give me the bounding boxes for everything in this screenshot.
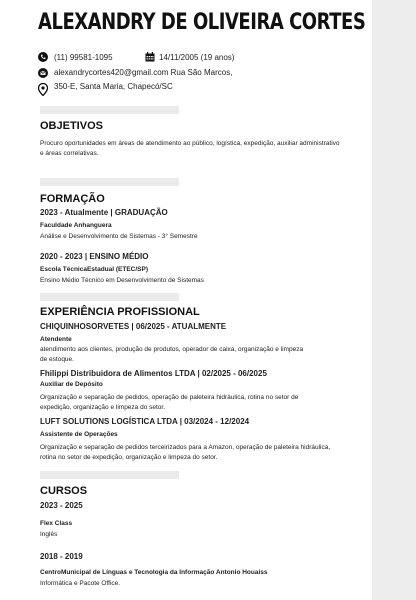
objetivos-text: Procuro oportunidades em áreas de atendimento ao público, logística, expedição, auxiliar administrativo e áreas correlativas.: [40, 140, 340, 157]
curso-name: Flex Class: [40, 520, 73, 527]
side-panel: [372, 0, 416, 600]
job-description: Organização e separação de pedidos, operação de paleteira hidráulica, rotina no setor de expedição, organização e limpeza do setor.: [40, 394, 299, 411]
formacao-course: Análise e Desenvolvimento de Sistemas - 3° Semestre: [40, 233, 198, 240]
birth-text: 14/11/2005 (19 anos): [159, 53, 235, 62]
job-header: LUFT SOLUTIONS LOGÍSTICA LTDA | 03/2024 - 12/2024: [40, 417, 250, 426]
calendar-icon: [145, 52, 155, 62]
phone-text: (11) 99581-1095: [54, 53, 113, 62]
curso-description: Inglês: [40, 531, 58, 538]
formacao-period: 2020 - 2023 | ENSINO MÉDIO: [40, 252, 149, 261]
formacao-period: 2023 - Atualmente | GRADUAÇÃO: [40, 208, 168, 217]
section-divider: [40, 178, 179, 186]
address-text: 350-E, Santa Maria, Chapecó/SC: [54, 82, 173, 91]
curso-period: 2023 - 2025: [40, 501, 83, 510]
formacao-title: FORMAÇÃO: [40, 193, 105, 205]
cursos-title: CURSOS: [40, 485, 88, 497]
section-divider: [40, 106, 179, 114]
job-role: Auxiliar de Depósito: [40, 381, 103, 388]
job-description: Organização e separação de pedidos terceirizados para a Amazon, operação de paleteira hidráulica, rotina no setor de expedição, organização e limpeza do setor.: [40, 444, 331, 461]
mail-icon: [38, 68, 48, 78]
section-divider: [40, 471, 179, 479]
curso-period: 2018 - 2019: [40, 552, 83, 561]
formacao-school: Escola TécnicaEstadual (ETEC/SP): [40, 266, 149, 273]
curso-name: CentroMunicipal de Línguas e Tecnologia da Informação Antonio Houaiss: [40, 569, 268, 576]
formacao-course: Ensino Médio Técnico em Desenvolvimento de Sistemas: [40, 277, 204, 284]
section-divider: [40, 293, 179, 301]
job-header: Fhilippi Distribuidora de Alimentos LTDA | 02/2025 - 06/2025: [40, 369, 267, 378]
curso-description: Informática e Pacote Office.: [40, 580, 121, 587]
job-description: atendimento aos clientes, produção de produtos, operador de caixa, organização e limpeza de estoque.: [40, 346, 304, 363]
objetivos-title: OBJETIVOS: [40, 120, 103, 132]
formacao-school: Faculdade Anhanguera: [40, 222, 112, 229]
candidate-name: ALEXANDRY DE OLIVEIRA CORTES: [38, 9, 366, 35]
location-pin-icon: [38, 83, 48, 96]
job-role: Atendente: [40, 336, 72, 343]
experiencia-title: EXPERIÊNCIA PROFISSIONAL: [40, 306, 200, 318]
phone-icon: [38, 52, 48, 62]
job-role: Assistente de Operações: [40, 431, 118, 438]
job-header: CHIQUINHOSORVETES | 06/2025 - ATUALMENTE: [40, 322, 227, 331]
email-address-text: alexandrycortes420@gmail.com Rua São Marcos,: [54, 68, 233, 77]
